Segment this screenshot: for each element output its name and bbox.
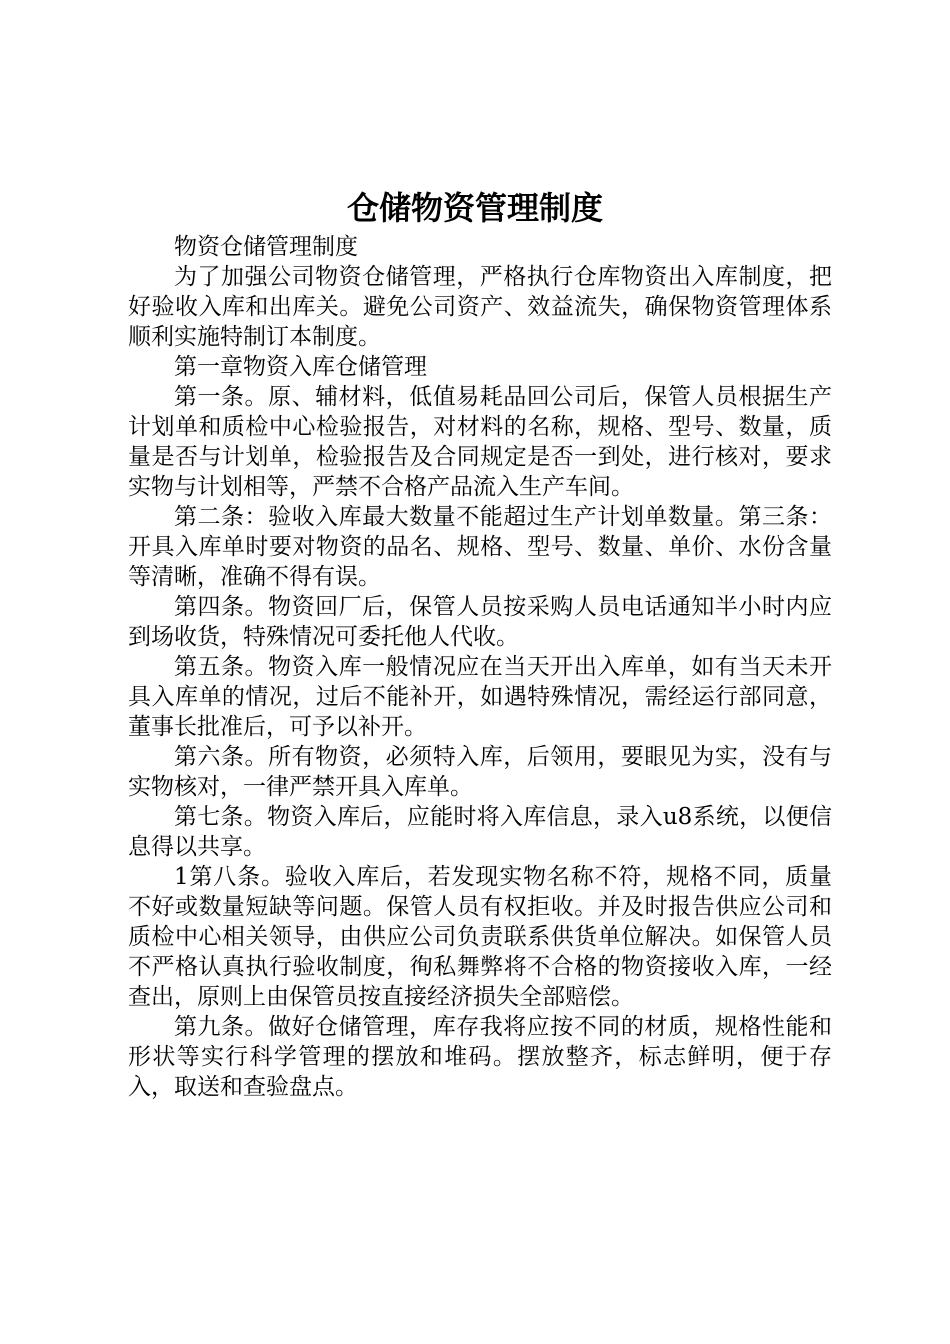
document-title: 仓储物资管理制度 [346,189,603,227]
article-5: 第五条。物资入库一般情况应在当天开出入库单，如有当天未开具入库单的情况，过后不能补开，如遇特殊情况，需经运行部同意，董事长批准后，可予以补开。 [128,654,832,740]
paragraph-subtitle: 物资仓储管理制度 [174,234,358,260]
article-7: 第七条。物资入库后，应能时将入库信息，录入u8系统，以便信息得以共享。 [128,804,832,860]
chapter-heading: 第一章物资入库仓储管理 [174,354,427,380]
article-2-3: 第二条：验收入库最大数量不能超过生产计划单数量。第三条：开具入库单时要对物资的品名、规格、型号、数量、单价、水份含量等清晰，准确不得有误。 [128,504,832,590]
article-6: 第六条。所有物资，必须特入库，后领用，要眼见为实，没有与实物核对，一律严禁开具入库单。 [128,744,832,800]
article-8: 1第八条。验收入库后，若发现实物名称不符，规格不同，质量不好或数量短缺等问题。保管人员有权拒收。并及时报告供应公司和质检中心相关领导，由供应公司负责联系供货单位解决。如保管人员不严格认真执行验收制度，徇私舞弊将不合格的物资接收入库，一经查出，原则上由保管员按直接经济损失全部赔偿。 [128,864,832,1010]
paragraph-intro: 为了加强公司物资仓储管理，严格执行仓库物资出入库制度，把好验收入库和出库关。避免公司资产、效益流失，确保物资管理体系顺利实施特制订本制度。 [128,264,832,350]
article-9: 第九条。做好仓储管理，库存我将应按不同的材质，规格性能和形状等实行科学管理的摆放和堆码。摆放整齐，标志鲜明，便于存入，取送和查验盘点。 [128,1014,832,1100]
document-body [128,232,832,1102]
article-4: 第四条。物资回厂后，保管人员按采购人员电话通知半小时内应到场收货，特殊情况可委托他人代收。 [128,594,832,650]
article-1: 第一条。原、辅材料，低值易耗品回公司后，保管人员根据生产计划单和质检中心检验报告，对材料的名称，规格、型号、数量，质量是否与计划单，检验报告及合同规定是否一到处，进行核对，要求实物与计划相等，严禁不合格产品流入生产车间。 [128,384,832,500]
